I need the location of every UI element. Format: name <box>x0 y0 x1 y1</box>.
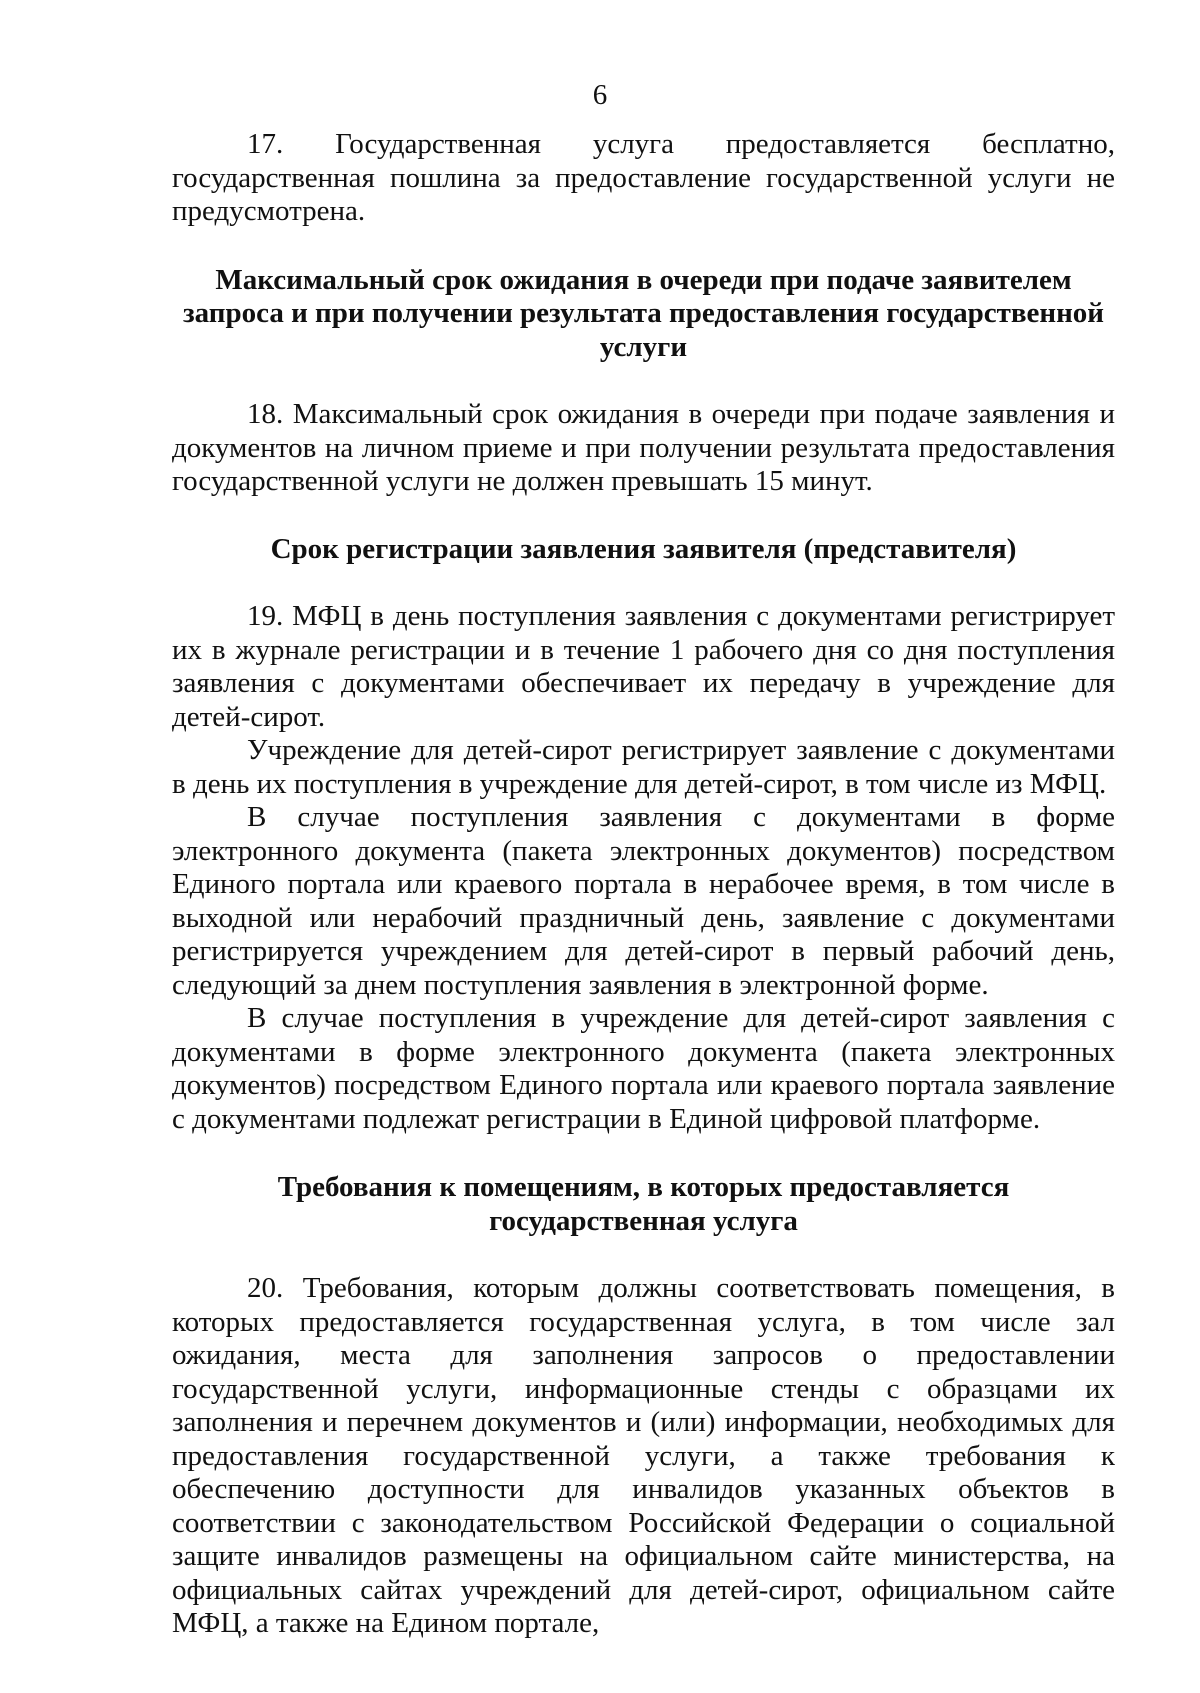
section-heading-registration: Срок регистрации заявления заявителя (представителя) <box>270 532 1017 565</box>
section-heading-premises: Требования к помещениям, в которых предоставляется государственная услуга <box>277 1171 1010 1237</box>
paragraph-19-part-2: Учреждение для детей-сирот регистрирует заявление с документами в день их поступления в учреждение для детей-сирот, в том числе из МФЦ. <box>172 734 1115 800</box>
document-body <box>172 128 1115 1641</box>
paragraph-18: 18. Максимальный срок ожидания в очереди при подаче заявления и документов на личном приеме и при получении результата предоставления государственной услуги не должен превышать 15 минут. <box>172 398 1115 497</box>
paragraph-19-part-3: В случае поступления заявления с документами в форме электронного документа (пакета электронных документов) посредством Единого портала или краевого портала в нерабочее время, в том числе в выходной или нерабочий праздничный день, заявление с документами регистрируется учреждением для детей-сирот в первый рабочий день, следующий за днем поступления заявления в электронной форме. <box>172 801 1115 1001</box>
paragraph-19-part-4: В случае поступления в учреждение для детей-сирот заявления с документами в форме электронного документа (пакета электронных документов) посредством Единого портала или краевого портала заявление с документами подлежат регистрации в Единой цифровой платформе. <box>172 1002 1115 1135</box>
paragraph-19: 19. МФЦ в день поступления заявления с документами регистрирует их в журнале регистрации и в течение 1 рабочего дня со дня поступления заявления с документами обеспечивает их передачу в учреждение для детей-сирот. <box>172 600 1115 733</box>
section-heading-waiting-time: Максимальный срок ожидания в очереди при подаче заявителем запроса и при получении результата предоставления государственной услуги <box>183 263 1104 363</box>
paragraph-17: 17. Государственная услуга предоставляется бесплатно, государственная пошлина за предоставление государственной услуги не предусмотрена. <box>172 128 1115 227</box>
paragraph-20: 20. Требования, которым должны соответствовать помещения, в которых предоставляется государственная услуга, в том числе зал ожидания, места для заполнения запросов о предоставлении государственной услуги, информационные стенды с образцами их заполнения и перечнем документов и (или) информации, необходимых для предоставления государственной услуги, а также требования к обеспечению доступности для инвалидов указанных объектов в соответствии с законодательством Российской Федерации о социальной защите инвалидов размещены на официальном сайте министерства, на официальных сайтах учреждений для детей-сирот, официальном сайте МФЦ, а также на Едином портале, <box>172 1272 1115 1639</box>
page-number: 6 <box>592 79 608 111</box>
